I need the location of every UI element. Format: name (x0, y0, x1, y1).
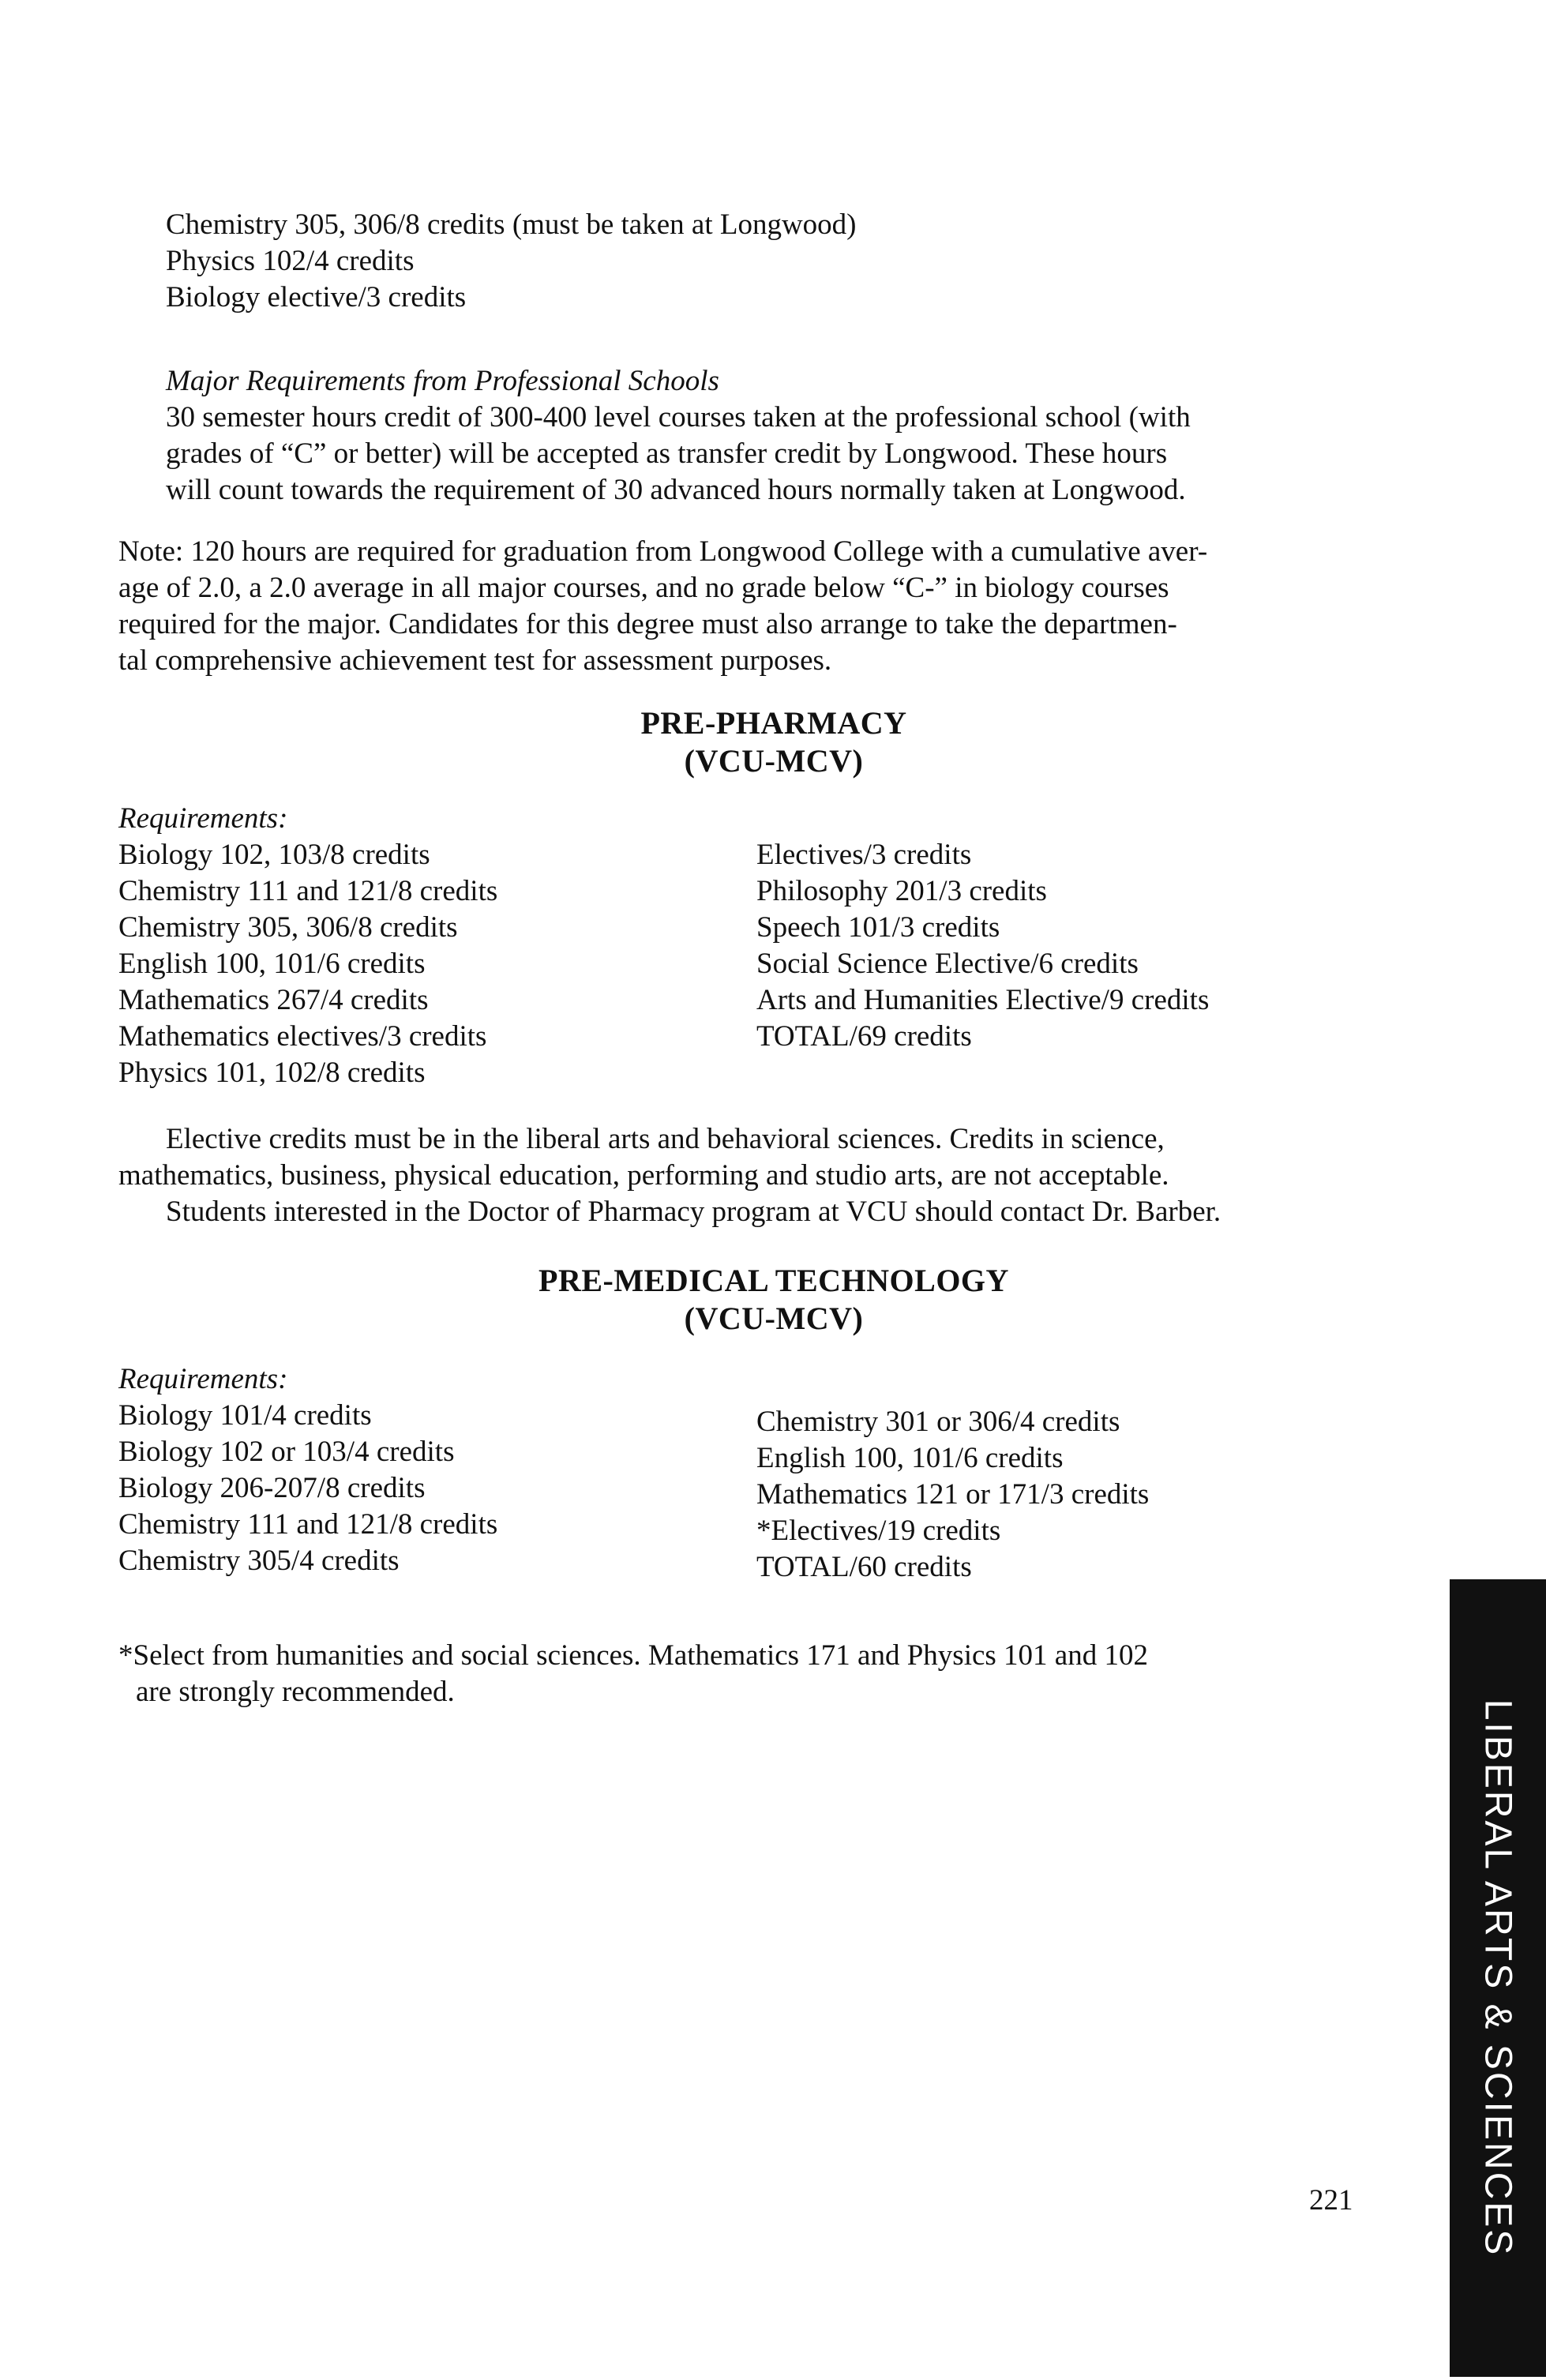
list-item: Mathematics 267/4 credits (118, 984, 429, 1016)
list-item: TOTAL/69 credits (756, 1020, 972, 1053)
list-item: English 100, 101/6 credits (118, 948, 426, 980)
paragraph-line: tal comprehensive achievement test for assessment purposes. (118, 644, 832, 677)
list-item: Mathematics 121 or 171/3 credits (756, 1478, 1150, 1511)
list-item: Speech 101/3 credits (756, 911, 1000, 944)
paragraph-line: will count towards the requirement of 30 advanced hours normally taken at Longwood. (166, 474, 1186, 506)
list-item: Mathematics electives/3 credits (118, 1020, 487, 1053)
list-item: English 100, 101/6 credits (756, 1442, 1064, 1474)
paragraph-line: age of 2.0, a 2.0 average in all major courses, and no grade below “C-” in biology courses (118, 572, 1169, 604)
course-line: Chemistry 305, 306/8 credits (must be taken at Longwood) (166, 208, 857, 241)
pre-med-tech-right-column (756, 1404, 1149, 1586)
section-side-tab (1450, 1579, 1546, 2377)
requirements-label: Requirements: (118, 802, 288, 835)
side-tab-label: LIBERAL ARTS & SCIENCES (1477, 1699, 1519, 2258)
paragraph-line: grades of “C” or better) will be accepted as transfer credit by Longwood. These hours (166, 437, 1168, 470)
list-item: Biology 206-207/8 credits (118, 1472, 426, 1504)
list-item: Chemistry 305/4 credits (118, 1545, 400, 1577)
pre-pharmacy-left-column (118, 837, 497, 1091)
list-item: Chemistry 111 and 121/8 credits (118, 1508, 498, 1541)
requirements-label: Requirements: (118, 1363, 288, 1395)
major-requirements-section (166, 363, 1191, 509)
list-item: Social Science Elective/6 credits (756, 948, 1139, 980)
pre-med-tech-footnote (118, 1638, 1148, 1710)
list-item: Biology 102, 103/8 credits (118, 839, 430, 871)
paragraph-line: 30 semester hours credit of 300-400 level courses taken at the professional school (with (166, 401, 1191, 434)
list-item: Chemistry 111 and 121/8 credits (118, 875, 498, 907)
pre-pharmacy-note (118, 1121, 1221, 1230)
paragraph-line: mathematics, business, physical education, performing and studio arts, are not acceptable. (118, 1159, 1169, 1192)
pre-pharmacy-right-column (756, 837, 1209, 1055)
list-item: Chemistry 301 or 306/4 credits (756, 1406, 1120, 1438)
list-item: Arts and Humanities Elective/9 credits (756, 984, 1210, 1016)
section-title: PRE-MEDICAL TECHNOLOGY (538, 1263, 1009, 1298)
major-requirements-heading: Major Requirements from Professional Schools (166, 365, 719, 397)
paragraph-line: are strongly recommended. (136, 1676, 455, 1708)
section-title: PRE-PHARMACY (640, 705, 907, 741)
course-line: Biology elective/3 credits (166, 281, 467, 313)
paragraph-line: Elective credits must be in the liberal arts and behavioral sciences. Credits in science, (166, 1123, 1165, 1155)
section-subtitle: (VCU-MCV) (684, 1301, 864, 1336)
list-item: Biology 102 or 103/4 credits (118, 1436, 455, 1468)
list-item: TOTAL/60 credits (756, 1551, 972, 1583)
pre-med-tech-title (411, 1262, 1137, 1338)
page-number: 221 (1309, 2184, 1353, 2217)
graduation-note (118, 534, 1207, 679)
paragraph-line: Note: 120 hours are required for graduation from Longwood College with a cumulative aver- (118, 535, 1208, 568)
pre-pharmacy-title (505, 704, 1042, 780)
pre-med-tech-left-column (118, 1398, 497, 1579)
list-item: Electives/3 credits (756, 839, 972, 871)
paragraph-line: Students interested in the Doctor of Pharmacy program at VCU should contact Dr. Barber. (166, 1196, 1221, 1228)
course-line: Physics 102/4 credits (166, 245, 415, 277)
list-item: Philosophy 201/3 credits (756, 875, 1047, 907)
top-course-list (166, 207, 857, 316)
list-item: Physics 101, 102/8 credits (118, 1057, 426, 1089)
paragraph-line: *Select from humanities and social sciences. Mathematics 171 and Physics 101 and 102 (118, 1639, 1148, 1672)
section-subtitle: (VCU-MCV) (684, 743, 864, 779)
list-item: Biology 101/4 credits (118, 1399, 372, 1432)
list-item: Chemistry 305, 306/8 credits (118, 911, 458, 944)
paragraph-line: required for the major. Candidates for this degree must also arrange to take the departmen- (118, 608, 1177, 640)
list-item: *Electives/19 credits (756, 1515, 1001, 1547)
